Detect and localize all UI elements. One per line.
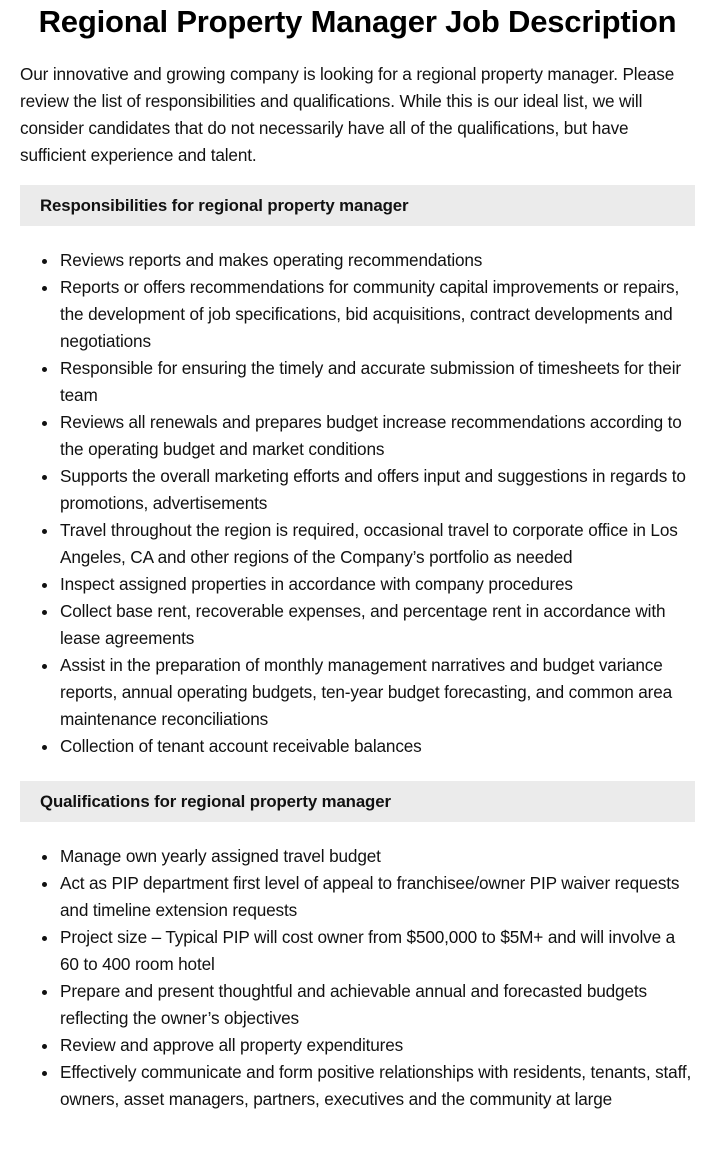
- list-item: Effectively communicate and form positive relationships with residents, tenants, staff, owners, asset managers, partners, executives and the community at large: [60, 1059, 695, 1113]
- list-item: Collection of tenant account receivable balances: [60, 733, 695, 760]
- list-item: Prepare and present thoughtful and achievable annual and forecasted budgets reflecting the owner’s objectives: [60, 978, 695, 1032]
- responsibilities-heading: Responsibilities for regional property manager: [40, 195, 409, 215]
- responsibilities-list: [20, 247, 695, 760]
- list-item: Reviews all renewals and prepares budget increase recommendations according to the operating budget and market conditions: [60, 409, 695, 463]
- list-item: Travel throughout the region is required, occasional travel to corporate office in Los Angeles, CA and other regions of the Company’s portfolio as needed: [60, 517, 695, 571]
- list-item: Act as PIP department first level of appeal to franchisee/owner PIP waiver requests and timeline extension requests: [60, 870, 695, 924]
- intro-paragraph: Our innovative and growing company is looking for a regional property manager. Please review the list of responsibilities and qualifications. While this is our ideal list, we will consider candidates that do not necessarily have all of the qualifications, but have sufficient experience and talent.: [20, 64, 675, 165]
- list-item: Project size – Typical PIP will cost owner from $500,000 to $5M+ and will involve a 60 to 400 room hotel: [60, 924, 695, 978]
- qualifications-heading: Qualifications for regional property manager: [40, 791, 391, 811]
- list-item: Supports the overall marketing efforts and offers input and suggestions in regards to promotions, advertisements: [60, 463, 695, 517]
- list-item: Collect base rent, recoverable expenses, and percentage rent in accordance with lease agreements: [60, 598, 695, 652]
- qualifications-list: [20, 843, 695, 1113]
- list-item: Reports or offers recommendations for community capital improvements or repairs, the development of job specifications, bid acquisitions, contract developments and negotiations: [60, 274, 695, 355]
- list-item: Responsible for ensuring the timely and accurate submission of timesheets for their team: [60, 355, 695, 409]
- qualifications-header: [20, 781, 695, 822]
- list-item: Review and approve all property expenditures: [60, 1032, 695, 1059]
- list-item: Assist in the preparation of monthly management narratives and budget variance reports, annual operating budgets, ten-year budget forecasting, and common area maintenance reconciliations: [60, 652, 695, 733]
- list-item: Inspect assigned properties in accordance with company procedures: [60, 571, 695, 598]
- list-item: Reviews reports and makes operating recommendations: [60, 247, 695, 274]
- section-spacer: [20, 760, 695, 765]
- page-title: Regional Property Manager Job Description: [38, 4, 677, 39]
- list-item: Manage own yearly assigned travel budget: [60, 843, 695, 870]
- responsibilities-header: [20, 185, 695, 226]
